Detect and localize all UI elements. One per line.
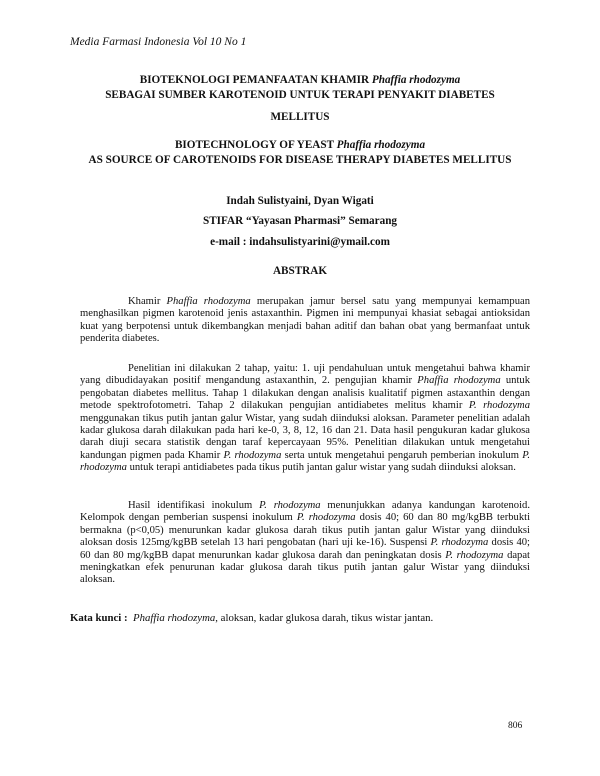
abstract-paragraph-2: Penelitian ini dilakukan 2 tahap, yaitu: 1. uji pendahuluan untuk mengetahui bahwa khamir yang dibudidayakan positif mengandung astaxanthin, 2. pengujian khamir Phaffia rhodozyma untuk pengobatan diabetes mellitus. Tahap 1 dilakukan dengan analisis kualitatif pigmen astaxanthin dengan metode spektrofotometri. Tahap 2 dilakukan pengujian antidiabetes melitus khamir P. rhodozyma menggunakan tikus putih jantan galur Wistar, yang sudah diinduksi aloksan. Parameter penelitian adalah kadar glukosa darah dilakukan pada hari ke-0, 3, 8, 12, 16 dan 21. Data hasil pengukuran kadar glukosa darah diuji secara statistik dengan taraf kepercayaan 95%. Penelitian dilakukan untuk mengetahui kandungan pigmen pada Khamir P. rhodozyma serta untuk mengetahui pengaruh pemberian inokulum P. rhodozyma untuk terapi antidiabetes pada tikus putih jantan galur wistar yang sudah diinduksi aloksan. [80, 363, 531, 474]
title-id-line1: BIOTEKNOLOGI PEMANFAATAN KHAMIR Phaffia rhodozyma [139, 74, 461, 86]
abstract-paragraph-1: Khamir Phaffia rhodozyma merupakan jamur bersel satu yang mempunyai kemampuan menghasilkan pigmen karotenoid jenis astaxanthin. Pigmen ini mempunyai khasiat sebagai antioksidan kuat yang berpotensi untuk dikembangkan menjadi bahan aditif dan bahan obat yang bermanfaat untuk penderita diabetes. [80, 296, 531, 345]
title-en-line2: AS SOURCE OF CAROTENOIDS FOR DISEASE THERAPY DIABETES MELLITUS [88, 154, 512, 166]
keywords: Kata kunci : Phaffia rhodozyma, aloksan, kadar glukosa darah, tikus wistar jantan. [70, 612, 434, 624]
title-id-line3: MELLITUS [270, 111, 330, 123]
journal-header: Media Farmasi Indonesia Vol 10 No 1 [70, 36, 247, 48]
page-number: 806 [508, 721, 523, 731]
title-english [40, 138, 560, 168]
keywords-label: Kata kunci : [70, 612, 128, 624]
title-en-line1: BIOTECHNOLOGY OF YEAST Phaffia rhodozyma [174, 139, 426, 151]
abstract-paragraph-3: Hasil identifikasi inokulum P. rhodozyma menunjukkan adanya kandungan karotenoid. Kelompok dengan pemberian suspensi inokulum P. rhodozyma dosis 40; 60 dan 80 mg/kgBB terbukti bermakna (p<0,05) menurunkan kadar glukosa darah tikus putih jantan galur Wistar yang diinduksi aloksan dosis 125mg/kgBB setelah 13 hari pengobatan (hari uji ke-16). Suspensi P. rhodozyma dosis 40; 60 dan 80 mg/kgBB dapat menurunkan kadar glukosa darah dan peningkatan dosis P. rhodozyma dapat meningkatkan efek penurunan kadar glukosa darah tikus putih jantan galur Wistar yang diinduksi aloksan. [80, 500, 531, 586]
email: e-mail : indahsulistyarini@ymail.com [210, 236, 390, 248]
authors: Indah Sulistyaini, Dyan Wigati [226, 195, 374, 207]
title-indonesian [40, 73, 560, 125]
abstract-heading: ABSTRAK [272, 265, 328, 277]
affiliation: STIFAR “Yayasan Pharmasi” Semarang [202, 215, 398, 227]
title-id-line2: SEBAGAI SUMBER KAROTENOID UNTUK TERAPI PENYAKIT DIABETES [105, 89, 495, 101]
